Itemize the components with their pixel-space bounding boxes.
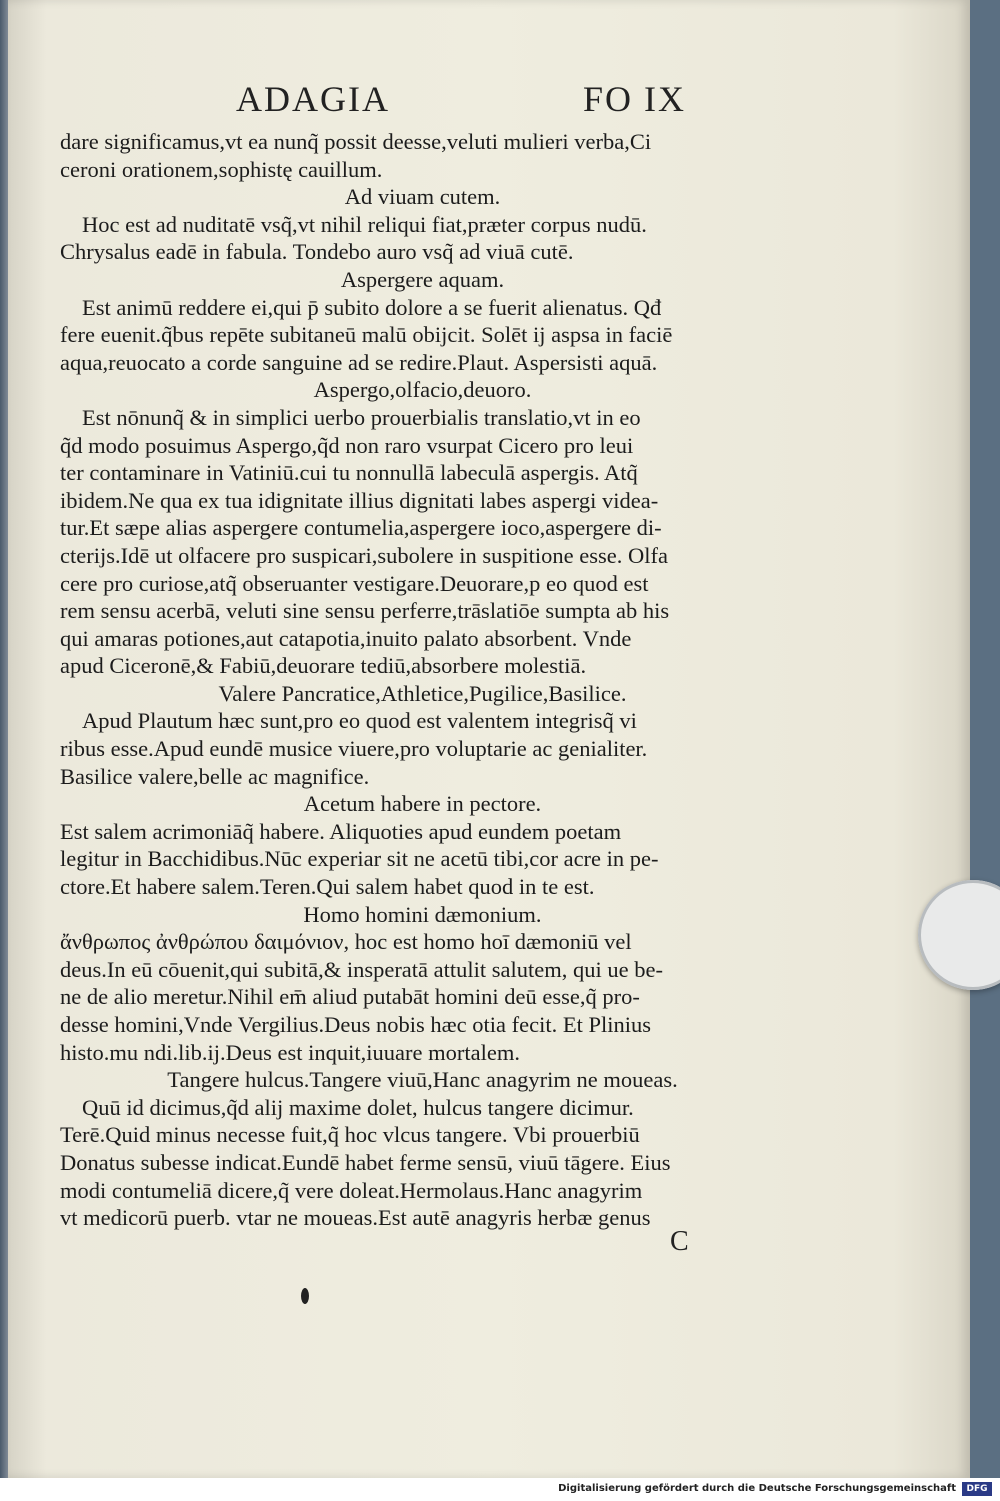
adage-heading: Acetum habere in pectore. xyxy=(303,791,542,817)
signature-mark: C xyxy=(670,1226,689,1257)
text-line: fere euenit.q̃bus repēte subitaneū malū obijcit. Solēt ij aspsa in faciē xyxy=(60,322,673,348)
text-line: qui amaras potiones,aut catapotia,inuito palato absorbent. Vnde xyxy=(60,625,632,651)
text-line: ctore.Et habere salem.Teren.Qui salem habet quod in te est. xyxy=(60,874,595,900)
text-line: histo.mu ndi.lib.ij.Deus est inquit,iuuare mortalem. xyxy=(60,1039,520,1065)
running-head-title: ADAGIA xyxy=(236,79,390,119)
footer-bar xyxy=(0,1478,1000,1501)
text-line: Donatus subesse indicat.Eundē habet ferme sensū, viuū tāgere. Eius xyxy=(60,1149,671,1175)
text-line: Quū id dicimus,q̃d alij maxime dolet, hulcus tangere dicimur. xyxy=(82,1094,634,1120)
text-line: ibidem.Ne qua ex tua idignitate illius dignitati labes aspergi videa- xyxy=(60,487,659,513)
text-line: Hoc est ad nuditatē vsq̃,vt nihil reliqui fiat,præter corpus nudū. xyxy=(82,211,647,237)
text-line: apud Ciceronē,& Fabiū,deuorare tediū,absorbere molestiā. xyxy=(60,653,587,679)
text-line: Basilice valere,belle ac magnifice. xyxy=(60,763,370,789)
adage-heading: Tangere hulcus.Tangere viuū,Hanc anagyrim ne moueas. xyxy=(167,1067,678,1093)
ink-blot xyxy=(301,1288,309,1304)
adage-heading: Ad viuam cutem. xyxy=(344,184,501,210)
dfg-logo: DFG xyxy=(962,1482,992,1496)
text-line: legitur in Bacchidibus.Nūc experiar sit ne acetū tibi,cor acre in pe- xyxy=(60,846,659,872)
text-line: aqua,reuocato a corde sanguine ad se redire.Plaut. Aspersisti aquā. xyxy=(60,349,658,375)
text-line: ceroni orationem,sophistę cauillum. xyxy=(60,156,383,182)
text-line: Est animū reddere ei,qui p̄ subito dolore a se fuerit alienatus. Qđ xyxy=(82,294,662,320)
adage-heading: Homo homini dæmonium. xyxy=(303,901,542,927)
text-line: modi contumeliā dicere,q̃ vere doleat.Hermolaus.Hanc anagyrim xyxy=(60,1177,643,1203)
running-head xyxy=(236,78,686,118)
body-text xyxy=(60,128,785,1232)
text-line: deus.In eū cōuenit,qui subitā,& insperatā attulit salutem, qui ue be- xyxy=(60,956,663,982)
text-line: Est salem acrimoniāq̃ habere. Aliquoties apud eundem poetam xyxy=(60,818,622,844)
text-line: Apud Plautum hæc sunt,pro eo quod est valentem integrisq̃ vi xyxy=(82,708,637,734)
text-line: dare significamus,vt ea nunq̃ possit deesse,veluti mulieri verba,Ci xyxy=(60,129,652,154)
text-line: desse homini,Vnde Vergilius.Deus nobis hæc otia fecit. Et Plinius xyxy=(60,1012,651,1037)
text-line: cere pro curiose,atq̃ obseruanter vestigare.Deuorare,p eo quod est xyxy=(60,570,649,596)
text-line: Terē.Quid minus necesse fuit,q̃ hoc vlcus tangere. Vbi prouerbiū xyxy=(60,1122,640,1148)
text-line: Est nōnunq̃ & in simplici uerbo prouerbialis translatio,vt in eo xyxy=(82,404,641,430)
text-line: rem sensu acerbā, veluti sine sensu perferre,trāslatiōe sumpta ab his xyxy=(60,598,670,624)
text-line: ter contaminare in Vatiniū.cui tu nonnullā labeculā aspergis. Atq̃ xyxy=(60,460,638,486)
book-page xyxy=(8,0,970,1478)
text-line: tur.Et sæpe alias aspergere contumelia,aspergere ioco,aspergere di- xyxy=(60,515,662,541)
folio-number: FO IX xyxy=(582,79,686,119)
text-line: ἄνθρωπος ἀνθρώπου δαιμόνιον, hoc est homo hoī dæmoniū vel xyxy=(60,929,632,955)
text-line: q̃d modo posuimus Aspergo,q̃d non raro vsurpat Cicero pro leui xyxy=(60,432,634,458)
text-line: vt medicorū puerb. vtar ne moueas.Est autē anagyris herbæ genus xyxy=(60,1205,651,1231)
text-line: ribus esse.Apud eundē musice viuere,pro voluptarie ac genialiter. xyxy=(60,736,648,762)
text-line: cterijs.Idē ut olfacere pro suspicari,subolere in suspitione esse. Olfa xyxy=(60,542,668,568)
adage-heading: Aspergere aquam. xyxy=(340,266,505,292)
funding-credit: Digitalisierung gefördert durch die Deutsche Forschungsgemeinschaft xyxy=(558,1483,956,1494)
adage-heading: Valere Pancratice,Athletice,Pugilice,Basilice. xyxy=(218,680,627,706)
adage-heading: Aspergo,olfacio,deuoro. xyxy=(313,377,532,403)
text-line: Chrysalus eadē in fabula. Tondebo auro vsq̃ ad viuā cutē. xyxy=(60,239,574,265)
text-line: ne de alio meretur.Nihil em̄ aliud putabāt homini deū esse,q̃ pro- xyxy=(60,984,640,1010)
